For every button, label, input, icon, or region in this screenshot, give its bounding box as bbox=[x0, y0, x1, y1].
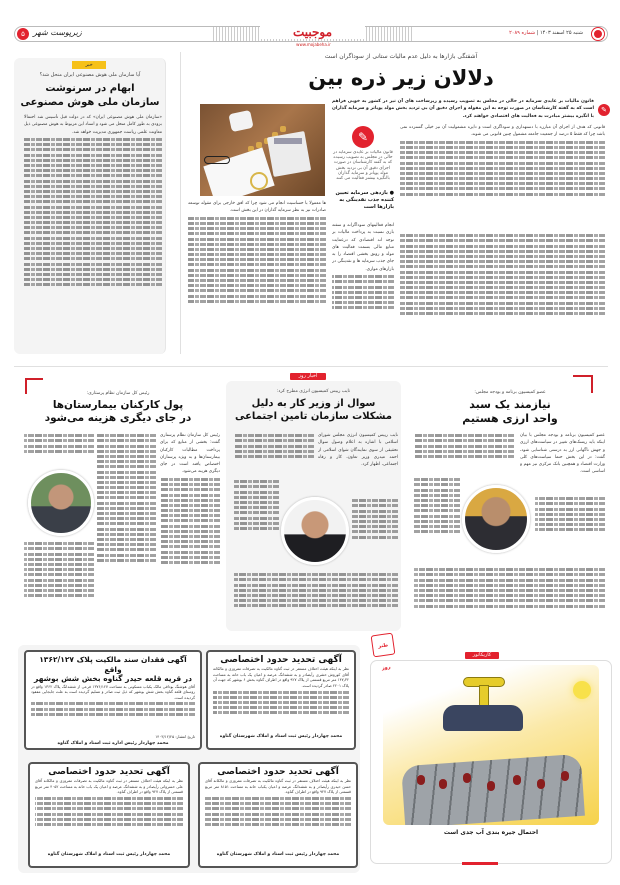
story3-headline: پول کارکنان بیمارستان‌ها در جای دیگری هزینه می‌شود bbox=[44, 399, 192, 424]
ad-title: آگهی فقدان سند مالکیت پلاک ۱۳۶۲/۱۲۷ واقع در قریه قلعه حیدر گناوه بخش شش بوشهر bbox=[34, 655, 192, 683]
faucet-spout-icon bbox=[443, 705, 523, 731]
story3-body: رئیس کل سازمان نظام پرستاری گفت: بخشی از منابع که برای پرداخت مطالبات کارکنان بیمارستان‌ها و به ویژه پرستاران اختصاص یافته است در جای دیگری هزینه می‌شود. bbox=[160, 432, 220, 627]
issue-date: شنبه ۲۵ اسفند ۱۴۰۳ | شماره ۲۰۸۹ bbox=[509, 30, 583, 36]
humor-stamp-logo: طنز روز bbox=[371, 633, 396, 658]
daily-news-tag: اخبار روز bbox=[290, 373, 326, 380]
ad-title: آگهی تحدید حدود اختصاصی bbox=[220, 655, 342, 665]
faucet-stem bbox=[479, 685, 489, 707]
calculator-photo bbox=[200, 104, 325, 196]
main-column-2: انجام فعالیتهای سوداگرانه و سفته بازی نسبت به پرداخت مالیات بر توجه اند افتصادی که درعمایت منابع مالی بسمت فعالیت های مولد و رونق بخشی اقتصاد را به جای جذب سرمایه ها و نقدینگی در بازارهای موازی. bbox=[332, 222, 394, 352]
story1-body: عضو کمیسیون برنامه و بودجه مجلس با بیان اینکه باید ریسک‌های تغییر در سیاست‌های ارزی و جهش ناگهانی ارز به درستی شناسایی شود، گفت: در این بخش حتما سیاست‌های کلی وزارت اقتصاد و همچنین بانک مرکزی نیز مهم و اساسی است. bbox=[520, 433, 605, 475]
ad-signature: محمد چهاردار رئیس ثبت اسناد و املاک شهرستان گناوه bbox=[219, 734, 343, 739]
story1-kicker: عضو کمیسیون برنامه و بودجه مجلس: bbox=[474, 390, 546, 395]
cartoon-bottom-accent bbox=[462, 862, 498, 865]
story1-body-wrap-left bbox=[414, 476, 460, 562]
mp-portrait-photo bbox=[462, 485, 530, 553]
pullquote: قانون مالیات بر عایدی سرمایه در حالی در مجلس به تصویب رسیده که به گفته کارشناسان در صورت اجرای دقیق آن بی تردید بخش مولد پویاتر و سرمایه گذاران باانگیزه بیشتر فعالیت می کنند bbox=[333, 150, 393, 182]
ad-body: نظر به اینکه هیئت اختلاف مستقر در ثبت گناوه مالکیت به تصرفات مفروزی و مالکانه آقای کوروش خشری رأیصادر و به ششدانگ عرصه و اعیان یک باب خانه به مساحت ۱۴۷٫۳۲ متر مربع قسمتی از پلاک ۹۲۷ واقع در اطراف گناوه بخش ۶ بوشهر که جهت آن پلاک ۲۲۰۱ صادر گردیده است. bbox=[213, 666, 349, 732]
open-mouths bbox=[417, 775, 425, 785]
ad-body: نظر به اینکه هیئت اختلاف مستقر در ثبت گناوه مالکیت به تصرفات مفروزی و مالکانه آقای حسن حیدری رأیصادر و به ششدانگ عرصه و اعیان یکباب خانه به مساحت ۸۱۵۱ متر مربع قسمتی از پلاک ۹۲۷ واقع در اطراف گناوه. bbox=[205, 778, 351, 850]
ad-land-survey-2 bbox=[198, 762, 358, 868]
main-headline: دلالان زیر ذره بین bbox=[308, 66, 494, 90]
story2-kicker: نایب رییس کمیسیون انرژی مطرح کرد: bbox=[276, 389, 351, 394]
story1-body-wrap-right bbox=[535, 495, 605, 561]
ad-land-survey-3 bbox=[28, 762, 190, 868]
website-url: www.mojabeha.ir bbox=[296, 42, 331, 47]
pen-icon: ✎ bbox=[598, 104, 610, 116]
story2-body-col2 bbox=[234, 432, 314, 472]
story3-body-col2 bbox=[96, 432, 156, 627]
main-lead: قانون مالیات بر عایدی سرمایه در حالی در مجلس به تصویب رسیده و زیرساخت های آن نیز در کشور به خوبی فراهم است که به گفته کارشناسان در صورت توجه به این مقوله و اجرای دقیق آن بی تردید بخش مولد پویاتر و سرمایه گذاران با انگیزه بیشتر مبادرت به فعالیت های اقتصادی خواهند کرد. bbox=[332, 99, 594, 119]
nursing-head-portrait-photo bbox=[28, 470, 94, 536]
masthead-logo: موجبیت bbox=[260, 25, 365, 39]
column-divider bbox=[180, 52, 181, 354]
ad-title: آگهی تحدید حدود اختصاصی bbox=[217, 767, 339, 777]
deputy-portrait-photo bbox=[281, 497, 349, 565]
main-column-1-cont bbox=[400, 232, 605, 352]
cartoon-illustration bbox=[383, 665, 599, 825]
ad-lost-deed bbox=[24, 650, 202, 750]
news-tag: خبر bbox=[72, 61, 106, 69]
story1-body-bottom bbox=[414, 566, 605, 630]
story3-body-col3-bottom bbox=[24, 540, 94, 627]
ad-body: نظر به اینکه هیئت اختلاف مستقر در ثبت گناوه مالکیت به تصرفات مفروزی و مالکانه آقای علی خسروانی رأیصادر و به ششدانگ عرصه و اعیان یک باب خانه به مساحت ۴۰۵۲ متر مربع قسمتی از پلاک ۹۲۷ واقع در اطراف گناوه. bbox=[35, 778, 183, 850]
story2-headline: سوال از وزیر کار به دلیل مشکلات سازمان تامین اجتماعی bbox=[234, 398, 392, 422]
side-body: «سازمان ملی هوش مصنوعی ایران» که در دولت قبل تأسیس شد احتمالا بزودی به طور کامل منحل می شود و اسناد این مربوط به هوش مصنوعی ذیل معاونت علمی ریاست جمهوری مدیریت خواهد شد. bbox=[24, 114, 162, 352]
ad-signature: محمد چهاردار رئیس اداره ثبت اسناد و املاک گناوه bbox=[57, 740, 169, 746]
story2-body-bottom bbox=[234, 571, 398, 627]
ad-signature: محمد چهاردار رئیس ثبت اسناد و املاک شهرستان گناوه bbox=[47, 852, 171, 857]
story3-body-col3 bbox=[24, 432, 94, 468]
page-header bbox=[14, 25, 608, 47]
cartoon-tag: کاریکاتور bbox=[465, 652, 499, 659]
ad-title: آگهی تحدید حدود اختصاصی bbox=[48, 767, 170, 777]
ad-land-survey-1 bbox=[206, 650, 356, 750]
section-divider bbox=[14, 366, 608, 367]
main-kicker: آشفتگی بازارها به دلیل عدم مالیات ستانی از سوداگران است bbox=[324, 53, 478, 60]
main-subhead: ● بازدهی سرمایه تعیین کننده جذب نقدینگی به بازارها است bbox=[335, 190, 394, 210]
city-buildings-drawing bbox=[401, 754, 585, 825]
story2-body-wrap-right bbox=[352, 497, 398, 567]
main-column-1: قانونی که هدف از اجرای آن مبارزه با دستهداری و سوداگری است و دایره مشمولیت آن نیز خیلی گسترده نمی باشد چرا که فقط ۵ درصد از جمعیت جامعه مشمول چنین قانونی می شوند. bbox=[400, 124, 605, 228]
page-number-badge: ۵ bbox=[17, 28, 29, 40]
side-headline: ابهام در سرنوشت سازمان ملی هوش مصنوعی bbox=[20, 83, 160, 108]
section-title: زیرپوست شهر bbox=[33, 28, 82, 37]
quote-icon: ✎ bbox=[352, 126, 374, 148]
ad-signature: محمد چهاردار رئیس ثبت اسناد و املاک شهرستان گناوه bbox=[216, 852, 340, 857]
main-column-3: ها معمولا با حساسیت انجام می شود چرا که افق خارجی برای مقوله توسعه صادرات نیز به نظر سرمایه گذاران در این بخش است. bbox=[188, 200, 326, 352]
story3-kicker: رئیس کل سازمان نظام پرستاری: bbox=[86, 391, 150, 396]
ad-date: تاریخ انتشار: ۱۴۰۳/۱۲/۲۵ bbox=[155, 733, 195, 739]
emblem-icon bbox=[592, 28, 604, 40]
story1-body-col2 bbox=[414, 432, 514, 472]
story1-headline: نیازمند یک سبد واحد ارزی هستیم bbox=[462, 398, 558, 425]
sun-icon bbox=[573, 681, 591, 699]
story2-body-wrap-left bbox=[234, 478, 279, 566]
ad-body: آقای هوشنگ بوداقی مالک یکباب مسکونی به مساحت ۱۳۷۶/۱۲۷ فرعی از ششدانگ پلاک ۱۳۶۲ واقع در روستای قلعه گناوه بخش شش بوشهر که ذیل ثبت صادر و تسلیم گردیده است به علت جابجایی مفقود گردیده است. bbox=[31, 684, 195, 734]
side-kicker: آیا سازمان ملی هوش مصنوعی ایران منحل شد؟ bbox=[39, 72, 141, 78]
story2-body: نایب رییس کمیسیون انرژی مجلس شورای اسلامی با اشاره به اعلام وصول سوال تحقیقی از سوی نمایندگان شوای اسلامی از احمد میدری وزیر تعاون، کار و رفاه اجتماعی، اظهار کرد. bbox=[318, 433, 398, 468]
cartoon-caption: احتمال جیره بندی آب جدی است bbox=[443, 829, 539, 836]
